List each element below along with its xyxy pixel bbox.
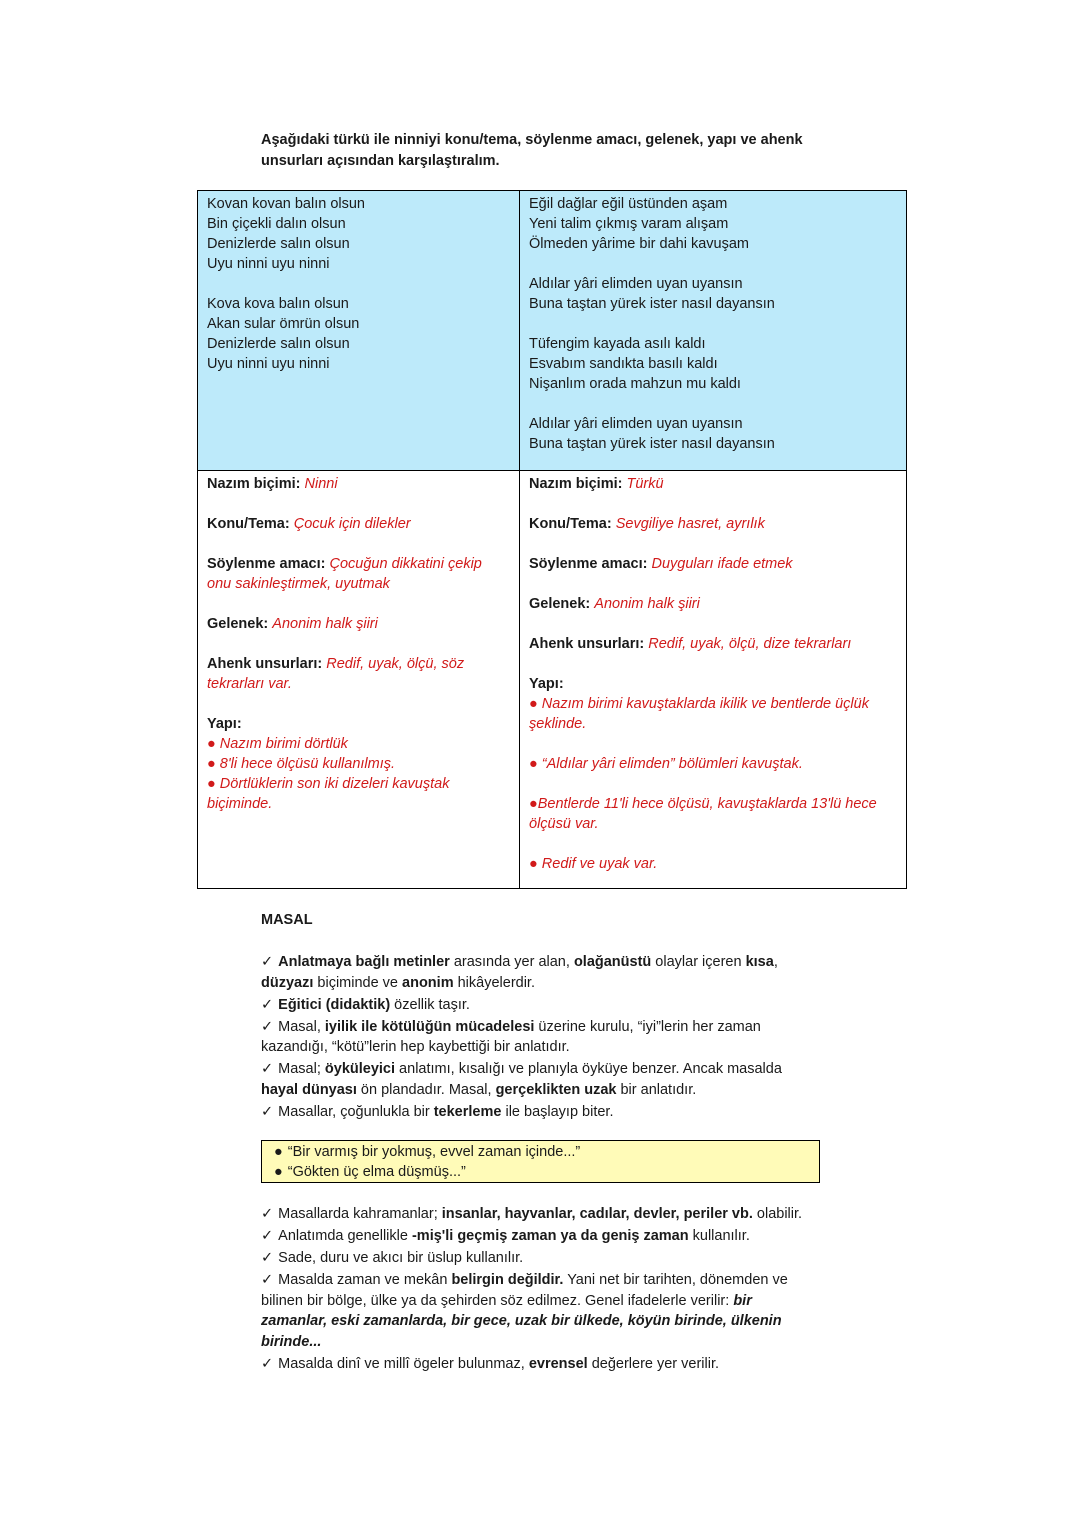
list-item: ✓ Masalda dinî ve millî ögeler bulunmaz, evrensel değerlere yer verilir. [261,1355,720,1372]
intro-text: Aşağıdaki türkü ile ninniyi konu/tema, söylenme amacı, gelenek, yapı ve ahenk unsurları açısından karşılaştıralım. [261,132,803,169]
poem-line: Buna taştan yürek ister nasıl dayansın [529,296,775,312]
structure-item: ● Redif ve uyak var. [529,856,658,872]
field-label: Yapı: [529,676,564,692]
structure-field [207,714,510,814]
poem-line: Nişanlım orada mahzun mu kaldı [529,376,741,392]
comparison-table [197,190,907,889]
harmony-field [207,654,510,694]
check-icon: ✓ [261,1206,274,1222]
poems-row [198,191,907,471]
check-icon: ✓ [261,1250,274,1266]
poem-line: Eğil dağlar eğil üstünden aşam [529,196,728,212]
poem-line: Ölmeden yârime bir dahi kavuşam [529,236,750,252]
poem-line: Tüfengim kayada asılı kaldı [529,336,706,352]
turku-poem-cell [520,191,907,471]
field-value: Türkü [626,476,664,492]
check-icon: ✓ [261,1355,274,1372]
field-label: Söylenme amacı: [207,556,326,572]
field-value: Ninni [304,476,338,492]
poem-line: Aldılar yâri elimden uyan uyansın [529,276,743,292]
list-item: ✓ Anlatımda genellikle -miş'li geçmiş zaman ya da geniş zaman kullanılır. [261,1228,750,1244]
ninni-stanza [207,294,510,374]
structure-item: ● Nazım birimi kavuştaklarda ikilik ve bentlerde üçlük şeklinde. [529,696,869,732]
check-icon: ✓ [261,1103,274,1120]
ninni-stanza [207,194,510,274]
structure-field [529,674,897,874]
field-value: Anonim halk şiiri [594,596,700,612]
ninni-analysis-cell [198,471,520,889]
tekerleme-item: ● “Gökten üç elma düşmüş...” [274,1164,466,1180]
bullet-icon: ● [274,1144,283,1160]
tekerleme-box [261,1140,820,1183]
poem-line: Esvabım sandıkta basılı kaldı [529,356,718,372]
field-label: Nazım biçimi: [207,476,301,492]
list-item: ✓ Sade, duru ve akıcı bir üslup kullanılır. [261,1250,524,1266]
tradition-field [529,594,897,614]
check-icon: ✓ [261,1272,274,1288]
form-field [529,474,897,494]
field-value: Sevgiliye hasret, ayrılık [615,516,765,532]
bullet-icon: ● [207,756,220,772]
bullet-icon: ● [274,1164,283,1180]
poem-line: Denizlerde salın olsun [207,336,350,352]
field-value: Duyguları ifade etmek [651,556,793,572]
structure-item: ● 8'li hece ölçüsü kullanılmış. [207,756,396,772]
turku-stanza [529,194,897,254]
turku-stanza [529,414,897,454]
harmony-field [529,634,897,654]
structure-item: ●Bentlerde 11'li hece ölçüsü, kavuştaklarda 13'lü hece ölçüsü var. [529,796,877,832]
field-value: Redif, uyak, ölçü, dize tekrarları [648,636,852,652]
structure-item: ● “Aldılar yâri elimden” bölümleri kavuştak. [529,756,803,772]
turku-stanza [529,334,897,394]
purpose-field [207,554,510,594]
list-item: ✓ Masal, iyilik ile kötülüğün mücadelesi üzerine kurulu, “iyi”lerin her zaman kazandığı, “kötü”lerin hep kaybettiği bir anlatıdır. [261,1018,761,1055]
tekerleme-item: ● “Bir varmış bir yokmuş, evvel zaman içinde...” [274,1144,581,1160]
field-value: Çocuğun dikkatini çekip onu sakinleştirmek, uyutmak [207,556,482,592]
topic-field [207,514,510,534]
poem-line: Kovan kovan balın olsun [207,196,365,212]
field-label: Ahenk unsurları: [529,636,645,652]
poem-line: Buna taştan yürek ister nasıl dayansın [529,436,775,452]
field-value: Çocuk için dilekler [293,516,411,532]
field-label: Ahenk unsurları: [207,656,323,672]
form-field [207,474,510,494]
masal-list [261,1204,821,1376]
field-label: Söylenme amacı: [529,556,648,572]
bullet-icon: ● [207,736,220,752]
poem-line: Yeni talim çıkmış varam alışam [529,216,729,232]
ninni-poem-cell [198,191,520,471]
structure-item: ● Dörtlüklerin son iki dizeleri kavuştak biçiminde. [207,776,450,812]
field-label: Gelenek: [207,616,269,632]
topic-field [529,514,897,534]
analysis-row [198,471,907,889]
poem-line: Aldılar yâri elimden uyan uyansın [529,416,743,432]
field-label: Nazım biçimi: [529,476,623,492]
check-icon: ✓ [261,1018,274,1035]
structure-item: ● Nazım birimi dörtlük [207,736,348,752]
field-label: Yapı: [207,716,242,732]
check-icon: ✓ [261,954,274,970]
turku-stanza [529,274,897,314]
poem-line: Kova kova balın olsun [207,296,349,312]
poem-line: Uyu ninni uyu ninni [207,256,330,272]
masal-list [261,952,821,1124]
poem-line: Akan sular ömrün olsun [207,316,360,332]
turku-analysis-cell [520,471,907,889]
check-icon: ✓ [261,1228,274,1244]
check-icon: ✓ [261,996,274,1013]
poem-line: Uyu ninni uyu ninni [207,356,330,372]
list-item: ✓ Eğitici (didaktik) özellik taşır. [261,996,470,1013]
check-icon: ✓ [261,1061,274,1077]
field-value: Anonim halk şiiri [272,616,378,632]
poem-line: Bin çiçekli dalın olsun [207,216,346,232]
list-item: ✓ Anlatmaya bağlı metinler arasında yer alan, olağanüstü olaylar içeren kısa, düzyazı biçiminde ve anonim hikâyelerdir. [261,954,778,991]
poem-line: Denizlerde salın olsun [207,236,350,252]
field-label: Konu/Tema: [529,516,612,532]
list-item: ✓ Masallarda kahramanlar; insanlar, hayvanlar, cadılar, devler, periler vb. olabilir. [261,1206,803,1222]
field-label: Konu/Tema: [207,516,290,532]
purpose-field [529,554,897,574]
field-label: Gelenek: [529,596,591,612]
list-item: ✓ Masalda zaman ve mekân belirgin değildir. Yani net bir tarihten, dönemden ve bilinen bir bölge, ülke ya da şehirden söz edilmez. Genel ifadelerle verilir: bir zamanlar, eski zamanlarda, bir gece, uzak bir ülkede, köyün birinde, ülkenin birinde... [261,1272,788,1350]
field-value: Redif, uyak, ölçü, söz tekrarları var. [207,656,465,692]
bullet-icon: ● [207,776,220,792]
section-title: MASAL [261,912,313,928]
list-item: ✓ Masal; öyküleyici anlatımı, kısalığı ve planıyla öyküye benzer. Ancak masalda hayal dünyası ön plandadır. Masal, gerçeklikten uzak bir anlatıdır. [261,1061,782,1098]
tradition-field [207,614,510,634]
list-item: ✓ Masallar, çoğunlukla bir tekerleme ile başlayıp biter. [261,1103,614,1120]
